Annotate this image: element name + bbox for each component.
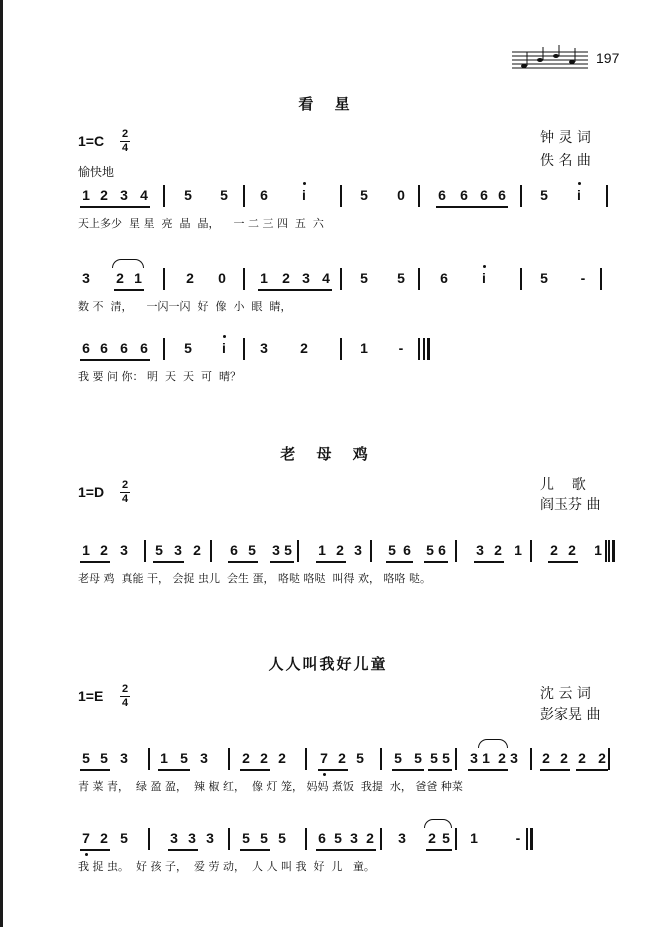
jianpu-note: 5 [442,830,450,846]
jianpu-note: 5 [248,542,256,558]
slur-arc [478,739,508,748]
eighth-note-beam [548,561,578,563]
jianpu-note: 5 [334,830,342,846]
measure-barline [243,268,245,290]
jianpu-note: 5 [220,187,228,203]
final-barline [608,748,610,770]
eighth-note-beam [386,561,413,563]
measure-barline [163,185,165,207]
measure-barline [370,540,372,562]
jianpu-note: 4 [322,270,330,286]
jianpu-note: 6 [438,542,446,558]
jianpu-note: 3 [260,340,268,356]
lyrics-line: 我 捉 虫。 好 孩 子， 爱 劳 动， 人 人 叫 我 好 儿 童。 [78,860,375,873]
jianpu-note: 5 [540,187,548,203]
jianpu-note: 5 [82,750,90,766]
lyricist-credit: 儿 歌 [540,477,586,493]
score-row [0,338,656,388]
score-row [0,185,656,235]
jianpu-note: 6 [498,187,506,203]
jianpu-note: 2 [116,270,124,286]
final-barline-thick [530,828,533,850]
measure-barline [520,268,522,290]
composer-credit: 阎玉芬 曲 [540,497,601,513]
jianpu-note: 7 [320,750,328,766]
jianpu-note: 6 [82,340,90,356]
measure-barline [380,748,382,770]
eighth-note-beam [80,359,150,361]
jianpu-note: 6 [438,187,446,203]
eighth-note-beam [392,769,424,771]
jianpu-note: 2 [598,750,606,766]
eighth-note-beam [228,561,258,563]
time-signature: 2 4 [121,479,129,505]
eighth-note-beam [80,561,110,563]
measure-barline [148,828,150,850]
measure-barline [228,748,230,770]
eighth-note-beam [426,849,452,851]
jianpu-note: 2 [100,542,108,558]
measure-barline [455,828,457,850]
jianpu-note: 6 [120,340,128,356]
jianpu-note: 5 [356,750,364,766]
score-row [0,748,656,798]
jianpu-note: 2 [260,750,268,766]
eighth-note-beam [80,769,110,771]
octave-dot [85,853,88,856]
lyrics-line: 天上多少 星 星 亮 晶 晶， 一 二 三 四 五 六 [78,217,324,230]
lyrics-line: 数 不 清， 一闪一闪 好 像 小 眼 睛， [78,300,292,313]
measure-barline [380,828,382,850]
eighth-note-beam [318,769,348,771]
jianpu-note: 3 [350,830,358,846]
slur-arc [112,259,144,268]
composer-credit: 彭家晃 曲 [540,707,601,723]
eighth-note-beam [540,769,570,771]
song-title: 人人叫我好儿童 [268,655,388,673]
song-title: 老 母 鸡 [280,445,376,463]
song-title: 看 星 [298,95,358,113]
lyrics-line: 青 菜 青， 绿 盈 盈， 辣 椒 红， 像 灯 笼， 妈妈 煮饭 我提 水， 爸爸 种菜 [78,780,463,793]
music-staff-decoration-icon [510,44,590,74]
octave-dot [323,773,326,776]
jianpu-note: 3 [174,542,182,558]
jianpu-note: 2 [100,830,108,846]
jianpu-note: - [398,340,404,356]
measure-barline [210,540,212,562]
jianpu-note: 5 [260,830,268,846]
jianpu-note: 0 [397,187,405,203]
jianpu-note: 2 [560,750,568,766]
jianpu-note: 1 [160,750,168,766]
jianpu-note: 3 [120,750,128,766]
measure-barline [228,828,230,850]
final-barline [606,185,608,207]
jianpu-note: 3 [510,750,518,766]
eighth-note-beam [80,206,150,208]
jianpu-note: 1 [260,270,268,286]
jianpu-note: 4 [140,187,148,203]
jianpu-note: 5 [284,542,292,558]
jianpu-note: 2 [100,187,108,203]
eighth-note-beam [168,849,198,851]
jianpu-note: 3 [272,542,280,558]
eighth-note-beam [114,289,144,291]
octave-dot [223,335,226,338]
jianpu-note: 3 [120,187,128,203]
jianpu-note: 5 [155,542,163,558]
jianpu-note: - [580,270,586,286]
jianpu-note: 2 [186,270,194,286]
jianpu-note: 3 [302,270,310,286]
final-barline [608,540,610,562]
jianpu-note: 1 [318,542,326,558]
eighth-note-beam [258,289,332,291]
jianpu-note: 6 [403,542,411,558]
eighth-note-beam [436,206,508,208]
tempo-marking: 愉快地 [78,165,115,179]
key-signature: 1=D [78,484,105,500]
measure-barline [530,540,532,562]
measure-barline [605,540,607,562]
measure-barline [297,540,299,562]
measure-barline [455,540,457,562]
measure-barline [340,268,342,290]
jianpu-note: 5 [242,830,250,846]
jianpu-note: 2 [550,542,558,558]
jianpu-note: 2 [542,750,550,766]
jianpu-note: 2 [338,750,346,766]
eighth-note-beam [468,769,508,771]
jianpu-note: 5 [184,187,192,203]
jianpu-note: 1 [82,542,90,558]
jianpu-note: 5 [180,750,188,766]
final-barline-thick [612,540,615,562]
jianpu-note: 2 [300,340,308,356]
jianpu-note: 2 [193,542,201,558]
composer-credit: 佚 名 曲 [540,153,591,169]
eighth-note-beam [428,769,452,771]
jianpu-note: 2 [366,830,374,846]
key-signature: 1=C [78,133,105,149]
jianpu-note: 3 [170,830,178,846]
score-row [0,540,656,590]
jianpu-note: 2 [568,542,576,558]
eighth-note-beam [80,849,110,851]
jianpu-note: 1 [470,830,478,846]
eighth-note-beam [240,769,270,771]
jianpu-note: 5 [540,270,548,286]
jianpu-note: 3 [200,750,208,766]
jianpu-note: 6 [230,542,238,558]
eighth-note-beam [576,769,608,771]
final-barline [526,828,528,850]
lyricist-credit: 沈 云 词 [540,686,591,702]
eighth-note-beam [424,561,448,563]
jianpu-note: 5 [442,750,450,766]
lyrics-line: 我 要 问 你： 明 天 天 可 晴？ [78,370,241,383]
lyrics-line: 老母 鸡 真能 干， 会捉 虫儿 会生 蛋， 咯哒 咯哒 叫得 欢， 咯咯 哒。 [78,572,431,585]
measure-barline [243,185,245,207]
time-signature: 2 4 [121,683,129,709]
jianpu-note: 2 [242,750,250,766]
measure-barline [418,268,420,290]
measure-barline [340,185,342,207]
jianpu-note: 5 [430,750,438,766]
jianpu-note: 1 [360,340,368,356]
octave-dot [578,182,581,185]
jianpu-note: 3 [120,542,128,558]
jianpu-note: 3 [188,830,196,846]
jianpu-note: 2 [494,542,502,558]
jianpu-note: 6 [140,340,148,356]
final-barline-thick [427,338,430,360]
octave-dot [483,265,486,268]
jianpu-note: 3 [354,542,362,558]
measure-barline [163,268,165,290]
jianpu-note: 3 [398,830,406,846]
key-signature: 1=E [78,688,104,704]
jianpu-note: 2 [498,750,506,766]
jianpu-note: 5 [278,830,286,846]
eighth-note-beam [158,769,190,771]
measure-barline [340,338,342,360]
eighth-note-beam [474,561,504,563]
measure-barline [305,748,307,770]
jianpu-note: 6 [460,187,468,203]
jianpu-note: 5 [394,750,402,766]
jianpu-note: 1 [134,270,142,286]
jianpu-note: 3 [476,542,484,558]
jianpu-note: 5 [414,750,422,766]
jianpu-note: 6 [260,187,268,203]
jianpu-note: 1 [514,542,522,558]
jianpu-note: 5 [360,187,368,203]
measure-barline [520,185,522,207]
jianpu-note: 2 [282,270,290,286]
final-barline [600,268,602,290]
jianpu-note: 2 [578,750,586,766]
jianpu-note: i [302,187,306,203]
final-barline [423,338,425,360]
jianpu-note: 7 [82,830,90,846]
jianpu-note: i [577,187,581,203]
jianpu-note: i [482,270,486,286]
score-row [0,828,656,878]
jianpu-note: 3 [82,270,90,286]
jianpu-note: 6 [318,830,326,846]
jianpu-note: 5 [100,750,108,766]
jianpu-note: 1 [82,187,90,203]
eighth-note-beam [316,561,346,563]
jianpu-note: - [515,830,521,846]
measure-barline [148,748,150,770]
jianpu-note: 5 [120,830,128,846]
time-signature: 2 4 [121,128,129,154]
score-row [0,268,656,318]
jianpu-note: 3 [206,830,214,846]
jianpu-note: 3 [470,750,478,766]
jianpu-note: 5 [397,270,405,286]
octave-dot [303,182,306,185]
measure-barline [418,185,420,207]
eighth-note-beam [153,561,184,563]
jianpu-note: 6 [440,270,448,286]
jianpu-note: i [222,340,226,356]
jianpu-note: 5 [360,270,368,286]
measure-barline [455,748,457,770]
eighth-note-beam [270,561,294,563]
jianpu-note: 5 [388,542,396,558]
measure-barline [163,338,165,360]
jianpu-note: 1 [594,542,602,558]
jianpu-note: 2 [428,830,436,846]
page-number: 197 [596,50,620,66]
jianpu-note: 0 [218,270,226,286]
jianpu-note: 5 [184,340,192,356]
eighth-note-beam [316,849,376,851]
jianpu-note: 6 [100,340,108,356]
measure-barline [144,540,146,562]
jianpu-note: 2 [278,750,286,766]
measure-barline [305,828,307,850]
jianpu-note: 6 [480,187,488,203]
measure-barline [530,748,532,770]
lyricist-credit: 钟 灵 词 [540,130,591,146]
jianpu-note: 2 [336,542,344,558]
jianpu-note: 1 [482,750,490,766]
measure-barline [243,338,245,360]
jianpu-note: 5 [426,542,434,558]
slur-arc [424,819,452,828]
measure-barline [418,338,420,360]
eighth-note-beam [240,849,270,851]
